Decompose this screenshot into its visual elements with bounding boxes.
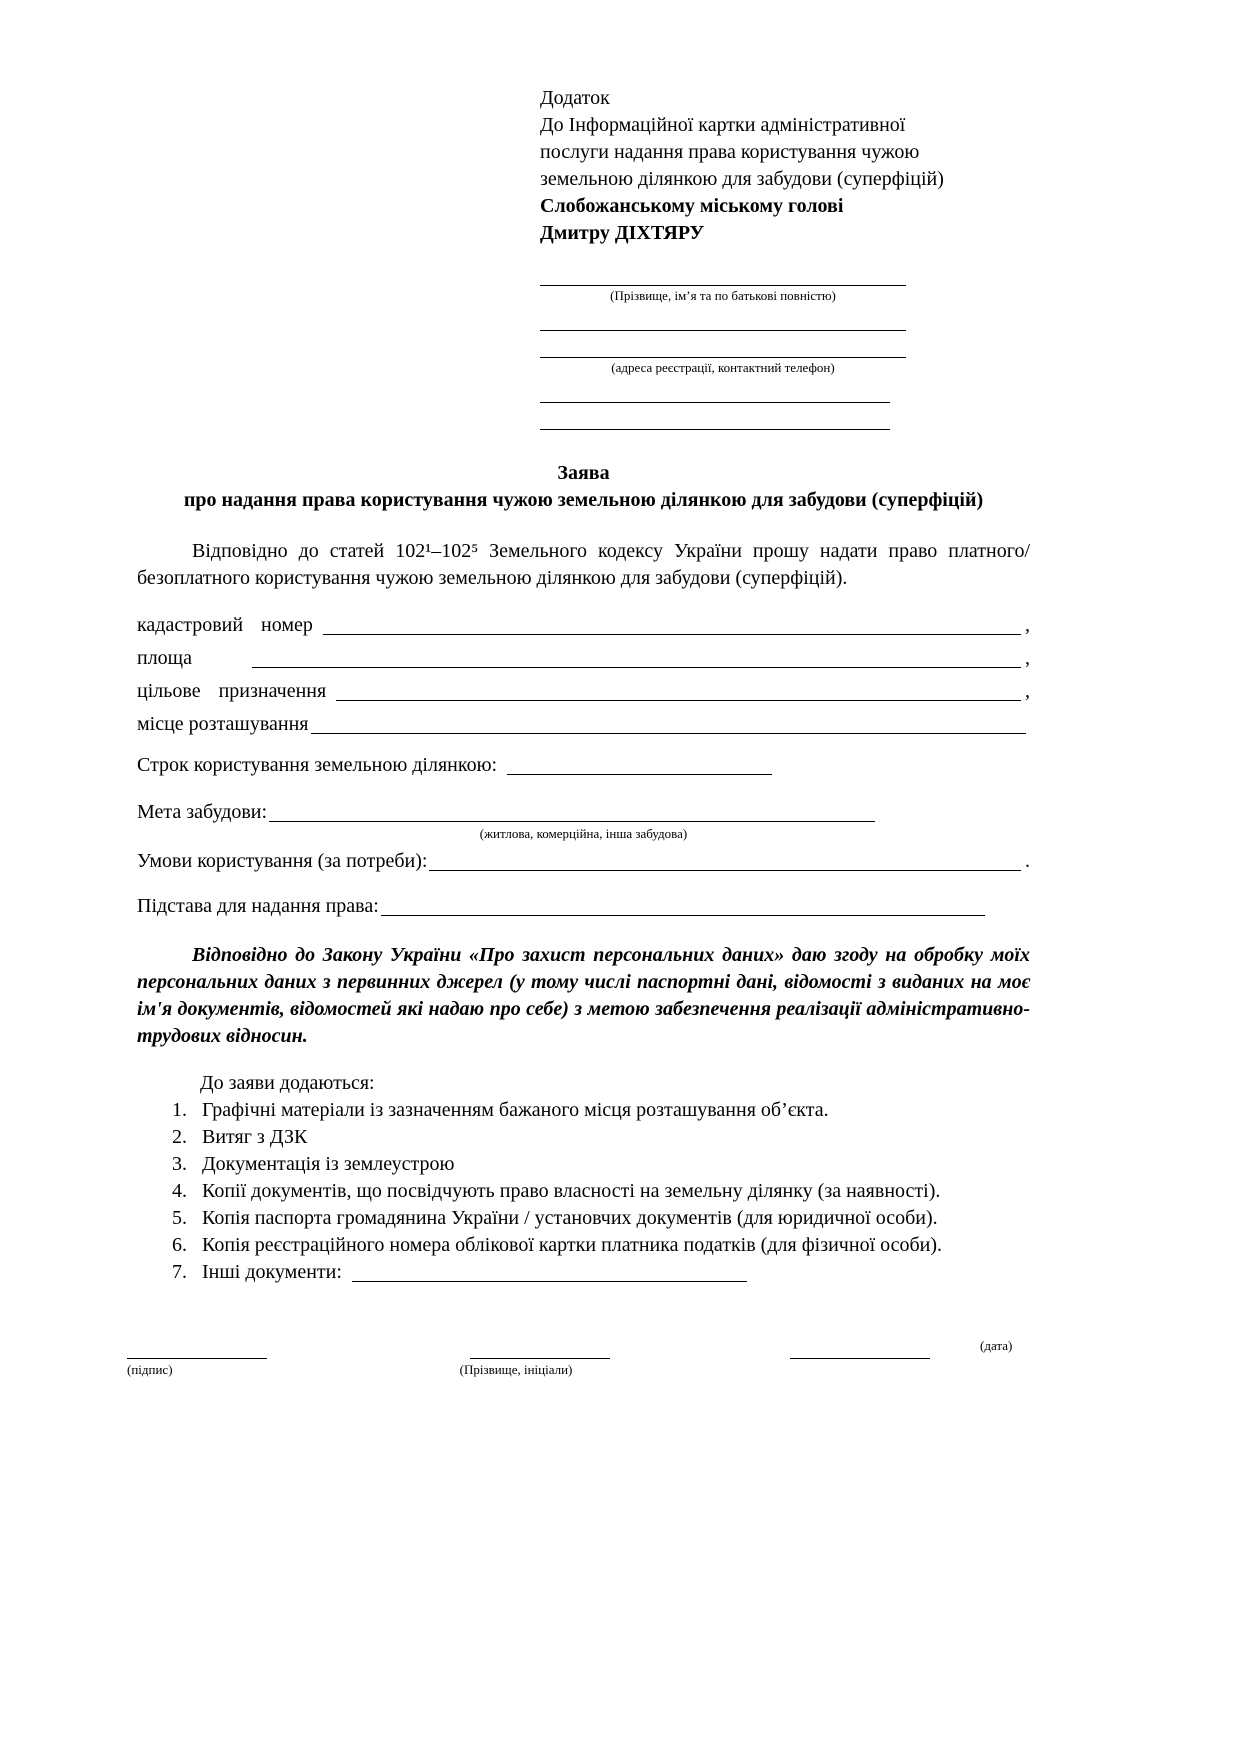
field-row-build-purpose — [137, 799, 1030, 826]
location-blank — [311, 713, 1027, 734]
item-number: 5. — [172, 1207, 187, 1229]
list-item — [137, 1205, 1030, 1232]
conditions-blank — [429, 850, 1021, 871]
area-blank — [252, 647, 1021, 668]
name-column — [459, 1344, 610, 1378]
header-line: земельною ділянкою для забудови (суперфіцій) — [540, 168, 944, 190]
list-item-other-documents — [137, 1259, 1030, 1286]
field-row-term — [137, 752, 1030, 779]
title-line-1: Заява — [557, 462, 610, 484]
header-line: послуги надання права користування чужою — [540, 141, 920, 163]
build-purpose-caption: (житлова, комерційна, інша забудова) — [479, 826, 688, 841]
item-text: Документація із землеустрою — [202, 1153, 455, 1175]
other-documents-blank — [352, 1261, 747, 1282]
item-text: Витяг з ДЗК — [202, 1126, 308, 1148]
purpose-label: цільове призначення — [137, 680, 327, 702]
basis-blank — [381, 895, 985, 916]
address-caption: (адреса реєстрації, контактний телефон) — [611, 360, 835, 375]
date-caption: (дата) — [980, 1338, 1013, 1353]
signature-caption: (підпис) — [127, 1362, 173, 1377]
blank-line — [540, 304, 906, 331]
item-text: Графічні матеріали із зазначенням бажаного місця розташування об’єкта. — [202, 1099, 829, 1121]
title-line-2: про надання права користування чужою земельною ділянкою для забудови (суперфіцій) — [183, 489, 984, 511]
date-column — [790, 1338, 1013, 1360]
location-label: місце розташування — [137, 713, 309, 735]
item-text: Копія паспорта громадянина України / установчих документів (для юридичної особи). — [202, 1207, 938, 1229]
conditions-trail: . — [1025, 850, 1030, 872]
field-row-location — [137, 711, 1030, 738]
item-text: Інші документи: — [202, 1261, 342, 1283]
item-number: 6. — [172, 1234, 187, 1256]
purpose-blank — [336, 680, 1021, 701]
area-trail: , — [1025, 647, 1030, 669]
list-item — [137, 1151, 1030, 1178]
header-block — [540, 85, 1035, 247]
item-number: 1. — [172, 1099, 187, 1121]
header-fill-block — [540, 259, 906, 430]
item-number: 3. — [172, 1153, 187, 1175]
cadastral-trail: , — [1025, 614, 1030, 636]
build-purpose-blank — [269, 801, 875, 822]
consent-paragraph: Відповідно до Закону України «Про захист персональних даних» даю згоду на обробку моїх персональних даних з первинних джерел (у тому числі паспортні дані, відомості з виданих на моє ім'я документів, відомостей які надаю про себе) з метою забезпечення реалізації адміністративно-трудових відносин. — [137, 944, 1030, 1047]
conditions-label: Умови користування (за потреби): — [137, 850, 428, 872]
signature-blank — [127, 1344, 267, 1359]
header-line: До Інформаційної картки адміністративної — [540, 114, 906, 136]
field-row-conditions — [137, 848, 1030, 875]
field-row-purpose — [137, 678, 1030, 705]
name-blank — [470, 1344, 610, 1359]
build-purpose-label: Мета забудови: — [137, 801, 268, 823]
cadastral-blank — [323, 614, 1021, 635]
date-blank — [790, 1344, 930, 1359]
name-caption: (Прізвище, ініціали) — [459, 1362, 573, 1377]
addressee-line: Слобожанському міському голові — [540, 195, 844, 217]
attachments-heading: До заяви додаються: — [200, 1072, 375, 1094]
item-number: 2. — [172, 1126, 187, 1148]
fullname-caption: (Прізвище, ім’я та по батькові повністю) — [610, 288, 836, 303]
document-title — [137, 460, 1030, 514]
field-row-area — [137, 645, 1030, 672]
term-blank — [507, 754, 772, 775]
cadastral-label: кадастровий номер — [137, 614, 313, 636]
list-item — [137, 1124, 1030, 1151]
signature-row — [127, 1338, 1030, 1378]
signature-column — [127, 1344, 267, 1378]
item-text: Копії документів, що посвідчують право власності на земельну ділянку (за наявності). — [202, 1180, 941, 1202]
addressee-line: Дмитру ДІХТЯРУ — [540, 222, 705, 244]
intro-paragraph: Відповідно до статей 102¹–102⁵ Земельного кодексу України прошу надати право платного/безоплатного користування чужою земельною ділянкою для забудови (суперфіцій). — [137, 540, 1030, 589]
blank-line-fullname — [540, 259, 906, 286]
item-text: Копія реєстраційного номера облікової картки платника податків (для фізичної особи). — [202, 1234, 943, 1256]
list-item — [137, 1097, 1030, 1124]
basis-label: Підстава для надання права: — [137, 895, 379, 917]
blank-line — [540, 376, 890, 403]
field-row-cadastral — [137, 612, 1030, 639]
purpose-trail: , — [1025, 680, 1030, 702]
list-item — [137, 1178, 1030, 1205]
blank-line — [540, 331, 906, 358]
area-label: площа — [137, 647, 192, 669]
header-line: Додаток — [540, 87, 610, 109]
list-item — [137, 1232, 1030, 1259]
blank-line — [540, 403, 890, 430]
field-row-basis — [137, 893, 1030, 920]
term-label: Строк користування земельною ділянкою: — [137, 754, 498, 776]
item-number: 7. — [172, 1261, 187, 1283]
item-number: 4. — [172, 1180, 187, 1202]
